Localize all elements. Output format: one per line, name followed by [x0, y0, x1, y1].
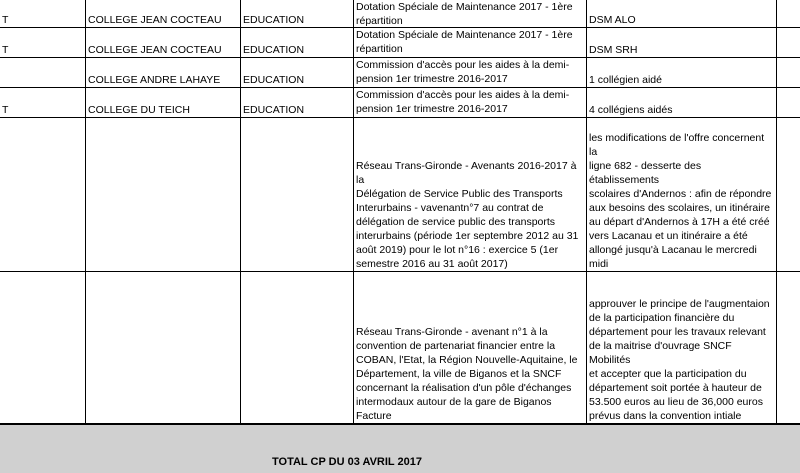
table-cell-code: T — [0, 0, 86, 28]
table-cell-code: T — [0, 28, 86, 58]
table-cell-decision: DSM ALO — [587, 0, 777, 28]
table-cell-extra — [777, 28, 800, 58]
table-cell-decision: approuver le principe de l'augmentaion de la participation financière du département pour les travaux relevant de la maitrise d'ouvrage SNCF Mobilités et accepter que la participation du département soit portée à hauteur de 53.500 euros au lieu de 36,000 euros prévus dans la convention intiale — [587, 272, 777, 424]
table-cell-etablissement: COLLEGE ANDRE LAHAYE — [86, 58, 241, 88]
table-cell-etablissement — [86, 272, 241, 424]
table-cell-domaine — [241, 272, 354, 424]
table-cell-decision: 1 collégien aidé — [587, 58, 777, 88]
table-cell-objet: Dotation Spéciale de Maintenance 2017 - 1ère répartition — [354, 0, 587, 28]
table-cell-objet: Dotation Spéciale de Maintenance 2017 - 1ère répartition — [354, 28, 587, 58]
table-cell-objet: Commission d'accès pour les aides à la demi- pension 1er trimestre 2016-2017 — [354, 58, 587, 88]
table-cell-etablissement — [86, 118, 241, 272]
table-cell-objet: Réseau Trans-Gironde - avenant n°1 à la convention de partenariat financier entre la COBAN, l'Etat, la Région Nouvelle-Aquitaine, le Département, la ville de Biganos et la SNCF concernant la réalisation d'un pôle d'échanges intermodaux autour de la gare de Biganos Facture — [354, 272, 587, 424]
table-cell-objet: Réseau Trans-Gironde - Avenants 2016-2017 à la Délégation de Service Public des Transports Interurbains - vavenantn°7 au contrat de délégation de service public des transports interurbains (période 1er septembre 2012 au 31 août 2019) pour le lot n°16 : exercice 5 (1er semestre 2016 au 31 août 2017) — [354, 118, 587, 272]
table-cell-decision: 4 collégiens aidés — [587, 88, 777, 118]
table-cell-extra — [777, 118, 800, 272]
table-cell-decision: les modifications de l'offre concernent la ligne 682 - desserte des établissements scolaires d'Andernos : afin de répondre aux besoins des scolaires, un itinéraire au départ d'Andernos à 17H a été créé vers Lacanau et un itinéraire a été allongé jusqu'à Lacanau le mercredi midi — [587, 118, 777, 272]
table-cell-domaine: EDUCATION — [241, 58, 354, 88]
table-cell-domaine — [241, 118, 354, 272]
table-cell-domaine: EDUCATION — [241, 88, 354, 118]
table-cell-extra — [777, 58, 800, 88]
table-cell-etablissement: COLLEGE JEAN COCTEAU — [86, 28, 241, 58]
table-cell-extra — [777, 88, 800, 118]
table-cell-code — [0, 118, 86, 272]
table-cell-code — [0, 272, 86, 424]
table-cell-domaine: EDUCATION — [241, 0, 354, 28]
total-label: TOTAL CP DU 03 AVRIL 2017 — [272, 456, 422, 468]
table-cell-objet: Commission d'accès pour les aides à la demi- pension 1er trimestre 2016-2017 — [354, 88, 587, 118]
table-cell-etablissement: COLLEGE JEAN COCTEAU — [86, 0, 241, 28]
table-cell-decision: DSM SRH — [587, 28, 777, 58]
table-cell-code: T — [0, 88, 86, 118]
table-cell-etablissement: COLLEGE DU TEICH — [86, 88, 241, 118]
table-cell-extra — [777, 0, 800, 28]
table-cell-domaine: EDUCATION — [241, 28, 354, 58]
table-cell-code — [0, 58, 86, 88]
table-cell-extra — [777, 272, 800, 424]
